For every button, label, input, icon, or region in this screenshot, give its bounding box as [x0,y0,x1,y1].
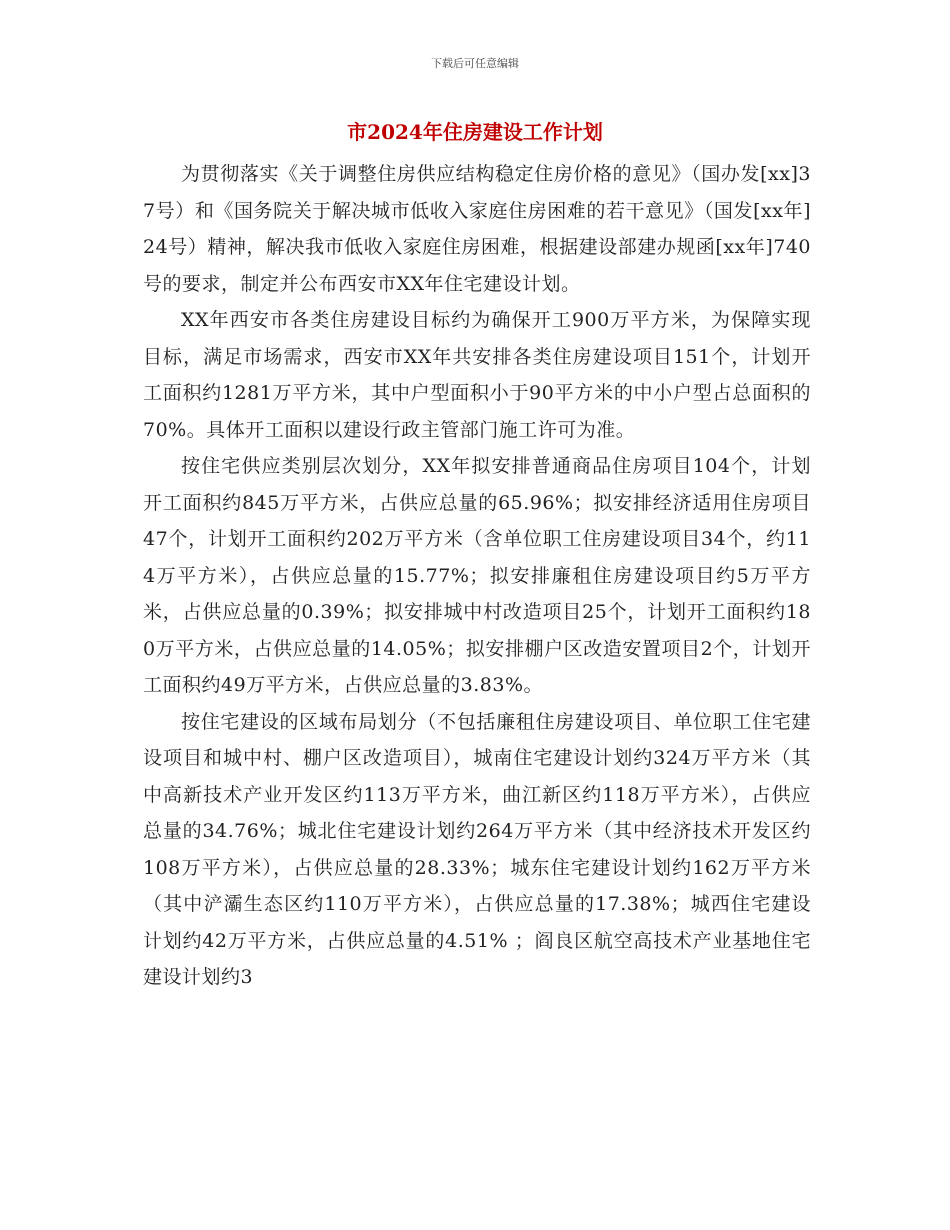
document-body [143,156,811,996]
page-header-note: 下载后可任意编辑 [431,57,519,70]
paragraph-3: 按住宅供应类别层次划分，XX年拟安排普通商品住房项目104个，计划开工面积约845万平方米，占供应总量的65.96%；拟安排经济适用住房项目47个，计划开工面积约202万平方米（含单位职工住房建设项目34个，约114万平方米），占供应总量的15.77%；拟安排廉租住房建设项目约5万平方米，占供应总量的0.39%；拟安排城中村改造项目25个，计划开工面积约180万平方米，占供应总量的14.05%；拟安排棚户区改造安置项目2个，计划开工面积约49万平方米，占供应总量的3.83%。 [143,455,811,696]
document-title: 市2024年住房建设工作计划 [347,120,603,144]
paragraph-1: 为贯彻落实《关于调整住房供应结构稳定住房价格的意见》（国办发[xx]37号）和《国务院关于解决城市低收入家庭住房困难的若干意见》（国发[xx年]24号）精神，解决我市低收入家庭住房困难，根据建设部建办规函[xx年]740号的要求，制定并公布西安市XX年住宅建设计划。 [143,163,811,295]
paragraph-4: 按住宅建设的区域布局划分（不包括廉租住房建设项目、单位职工住宅建设项目和城中村、棚户区改造项目），城南住宅建设计划约324万平方米（其中高新技术产业开发区约113万平方米，曲江新区约118万平方米），占供应总量的34.76%；城北住宅建设计划约264万平方米（其中经济技术开发区约108万平方米），占供应总量的28.33%；城东住宅建设计划约162万平方米（其中浐灞生态区约110万平方米），占供应总量的17.38%；城西住宅建设计划约42万平方米，占供应总量的4.51% ；阎良区航空高技术产业基地住宅建设计划约3 [143,710,811,988]
paragraph-2: XX年西安市各类住房建设目标约为确保开工900万平方米，为保障实现目标，满足市场需求，西安市XX年共安排各类住房建设项目151个，计划开工面积约1281万平方米，其中户型面积小于90平方米的中小户型占总面积的70%。具体开工面积以建设行政主管部门施工许可为准。 [143,309,811,441]
